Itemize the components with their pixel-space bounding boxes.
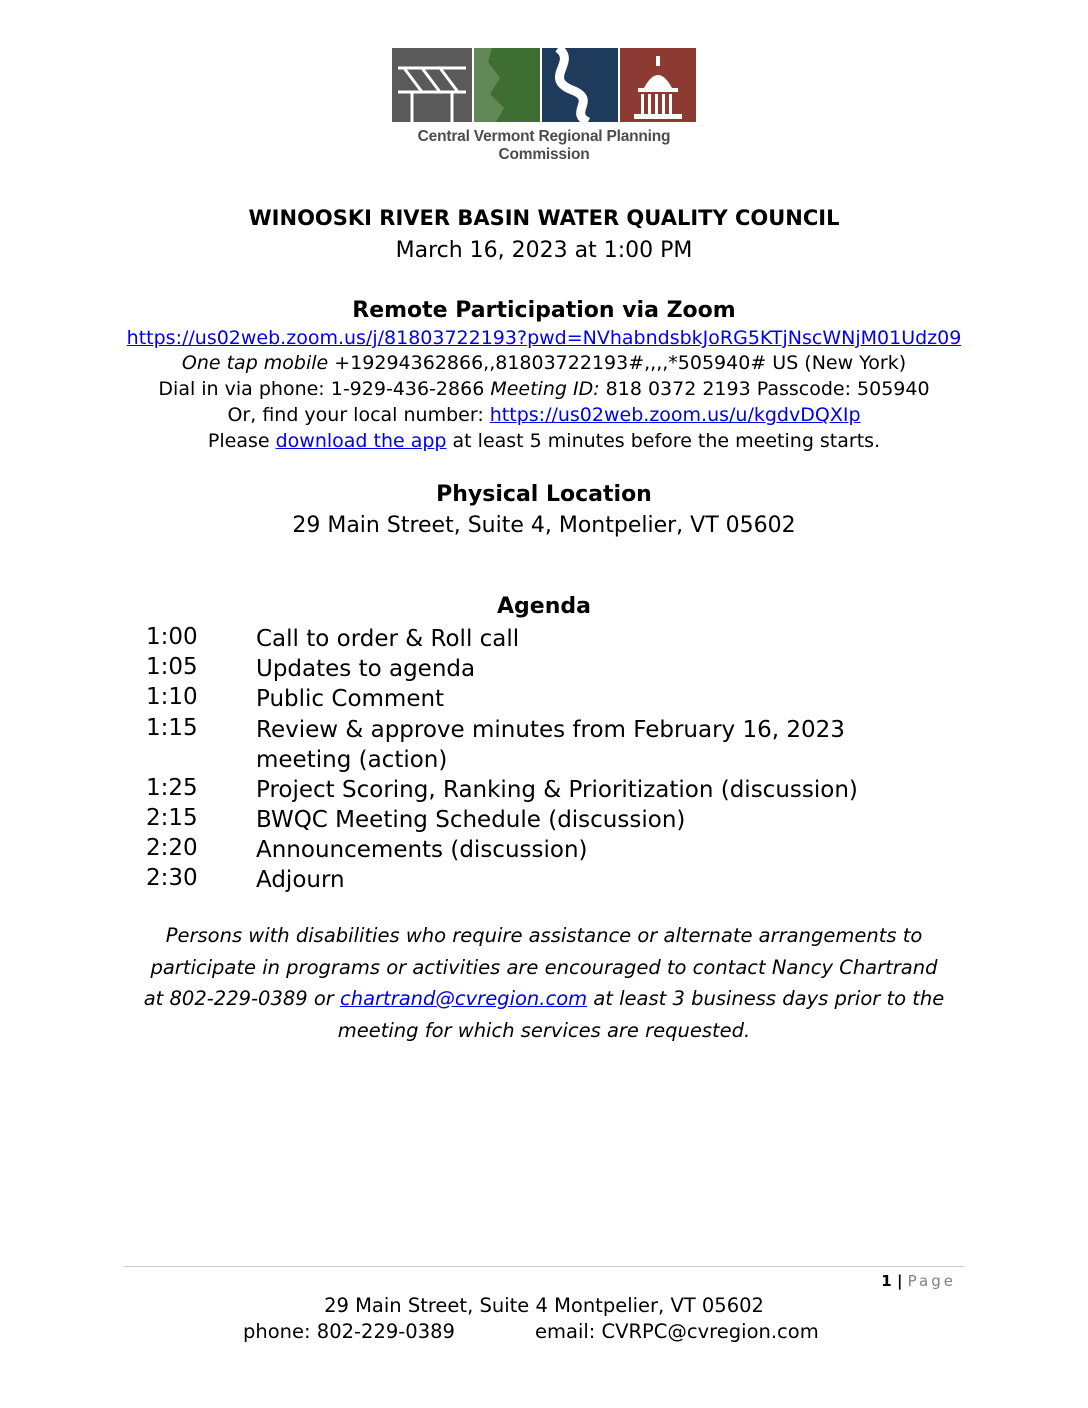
meeting-id-value: 818 0372 2193 Passcode: 505940 bbox=[599, 378, 930, 400]
meeting-title: WINOOSKI RIVER BASIN WATER QUALITY COUNCIL bbox=[248, 206, 840, 230]
physical-heading: Physical Location bbox=[436, 482, 652, 507]
agenda-text: Review & approve minutes from February 16, 2023 meeting (action) bbox=[256, 717, 845, 773]
footer-phone: phone: 802-229-0389 bbox=[243, 1320, 455, 1343]
agenda-text: Updates to agenda bbox=[256, 656, 476, 682]
logo-caption: Central Vermont Regional Planning Commission bbox=[417, 128, 671, 163]
meeting-date: March 16, 2023 at 1:00 PM bbox=[395, 238, 693, 263]
local-number-label: Or, find your local number: bbox=[227, 404, 490, 426]
agenda-text: Adjourn bbox=[256, 867, 345, 893]
agenda-text: BWQC Meeting Schedule (discussion) bbox=[256, 807, 686, 833]
zoom-link-line bbox=[0, 327, 1088, 349]
agenda-text: Call to order & Roll call bbox=[256, 626, 520, 652]
physical-address: 29 Main Street, Suite 4, Montpelier, VT 05602 bbox=[292, 513, 796, 538]
agenda-time: 1:00 bbox=[146, 624, 198, 650]
page-number bbox=[881, 1272, 956, 1290]
meeting-id-label: Meeting ID: bbox=[490, 378, 600, 400]
agenda-time: 1:25 bbox=[146, 775, 198, 801]
dial-in-label: Dial in via phone: 1-929-436-2866 bbox=[158, 378, 491, 400]
remote-heading: Remote Participation via Zoom bbox=[352, 298, 736, 323]
chartrand-email-link[interactable]: chartrand@cvregion.com bbox=[340, 987, 588, 1010]
footer-email: email: CVRPC@cvregion.com bbox=[535, 1320, 819, 1343]
agenda-time: 2:15 bbox=[146, 805, 198, 831]
one-tap-line bbox=[0, 352, 1088, 374]
notice-line: Persons with disabilities who require assistance or alternate arrangements to bbox=[165, 924, 923, 947]
download-app-link[interactable]: download the app bbox=[275, 430, 447, 452]
page-word: Page bbox=[907, 1272, 956, 1290]
agenda-time: 2:30 bbox=[146, 865, 198, 891]
agenda-text: Announcements (discussion) bbox=[256, 837, 588, 863]
download-suffix: at least 5 minutes before the meeting starts. bbox=[446, 430, 881, 452]
notice-line: meeting for which services are requested. bbox=[337, 1018, 751, 1042]
footer-divider bbox=[124, 1266, 964, 1267]
agenda-time: 2:20 bbox=[146, 835, 198, 861]
local-number-link[interactable]: https://us02web.zoom.us/u/kgdvDQXIp bbox=[489, 404, 861, 426]
agenda-heading: Agenda bbox=[497, 594, 591, 619]
notice-text: at 802-229-0389 or bbox=[143, 987, 341, 1010]
notice-line bbox=[120, 983, 968, 1015]
one-tap-value: +19294362866,,81803722193#,,,,*505940# US (New York) bbox=[328, 352, 907, 374]
download-prefix: Please bbox=[207, 430, 276, 452]
agenda-text: Public Comment bbox=[256, 686, 445, 712]
page-separator: | bbox=[891, 1272, 908, 1290]
logo-bridge-panel bbox=[392, 48, 472, 122]
footer-address: 29 Main Street, Suite 4 Montpelier, VT 05602 bbox=[324, 1294, 764, 1317]
local-number-line bbox=[0, 404, 1088, 426]
page-number-value: 1 bbox=[881, 1272, 892, 1290]
zoom-meeting-link[interactable]: https://us02web.zoom.us/j/81803722193?pwd=NVhabndsbkJoRG5KTjNscWNjM01Udz09 bbox=[126, 327, 962, 349]
accessibility-notice bbox=[120, 920, 968, 1046]
one-tap-label: One tap mobile bbox=[181, 352, 329, 374]
agenda-time: 1:10 bbox=[146, 684, 198, 710]
agenda-time: 1:15 bbox=[146, 715, 198, 741]
agenda-text: Project Scoring, Ranking & Prioritization (discussion) bbox=[256, 777, 858, 803]
download-app-line bbox=[0, 430, 1088, 452]
agenda-time: 1:05 bbox=[146, 654, 198, 680]
notice-line: participate in programs or activities are encouraged to contact Nancy Chartrand bbox=[150, 955, 938, 979]
dial-in-line bbox=[0, 378, 1088, 400]
notice-text: at least 3 business days prior to the bbox=[587, 987, 945, 1010]
